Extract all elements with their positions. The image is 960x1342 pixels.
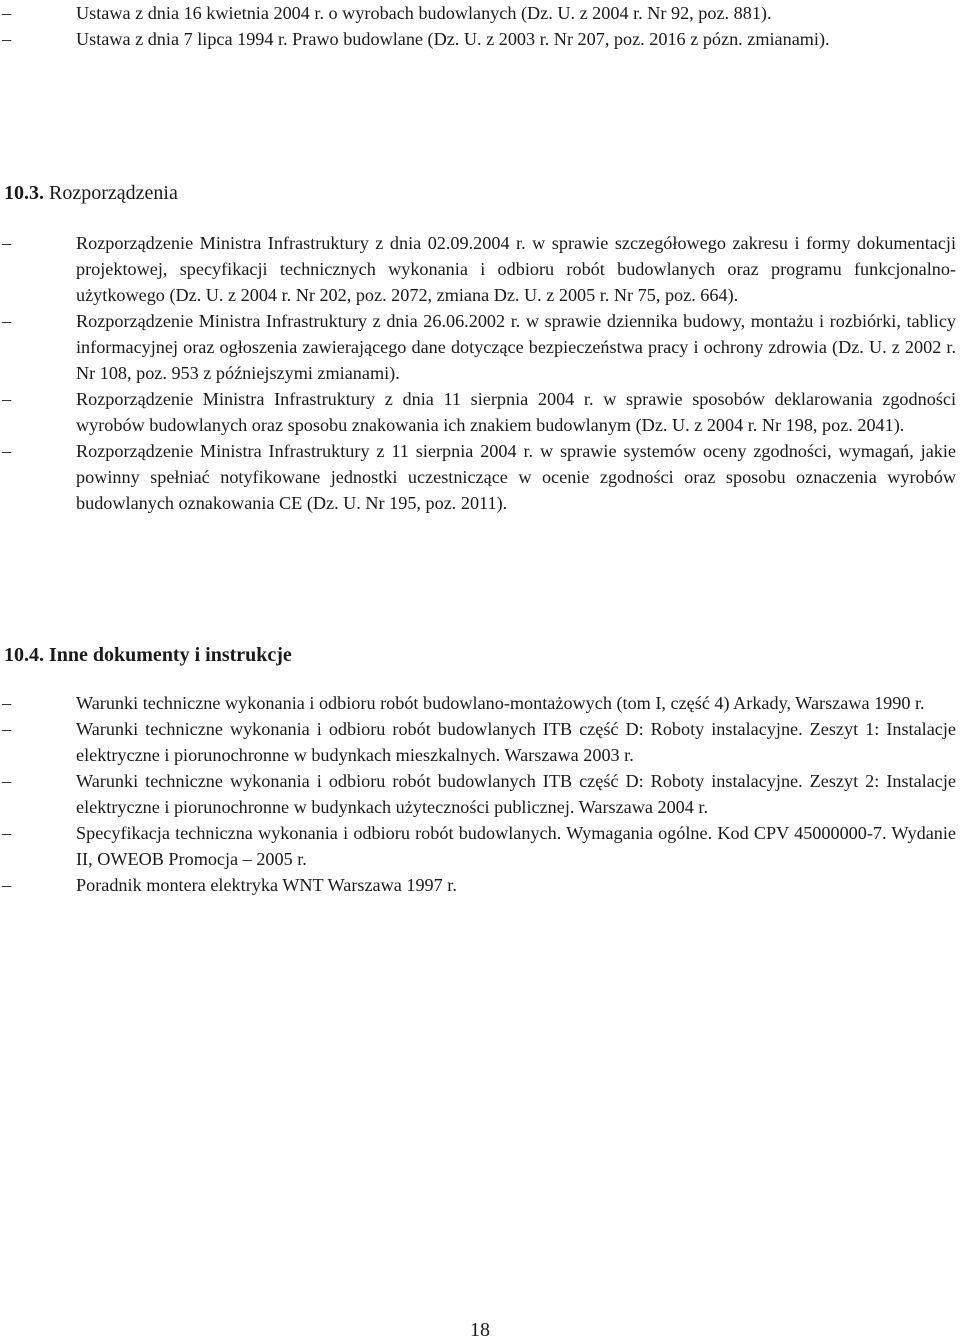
list-item (0, 0, 956, 26)
dash-bullet: – (2, 719, 12, 739)
list-item (0, 230, 956, 308)
dash-bullet: – (2, 29, 12, 49)
section-number: 10.4. (4, 644, 44, 666)
list-item-text: Warunki techniczne wykonania i odbioru robót budowlano-montażowych (tom I, część 4) Arkady, Warszawa 1990 r. (76, 693, 925, 713)
section-title: Rozporządzenia (49, 182, 178, 204)
dash-bullet: – (2, 311, 12, 331)
dash-bullet: – (2, 389, 12, 409)
dash-bullet: – (2, 3, 12, 23)
list-item-text: Rozporządzenie Ministra Infrastruktury z dnia 11 sierpnia 2004 r. w sprawie sposobów deklarowania zgodności wyrobów budowlanych oraz sposobu znakowania ich znakiem budowlanym (Dz. U. z 2004 r. Nr 198, poz. 2041). (76, 389, 956, 435)
list-item (0, 820, 956, 872)
list-item (0, 26, 956, 52)
list-item-text: Poradnik montera elektryka WNT Warszawa 1997 r. (76, 875, 457, 895)
list-item-text: Ustawa z dnia 16 kwietnia 2004 r. o wyrobach budowlanych (Dz. U. z 2004 r. Nr 92, poz. 881). (76, 3, 772, 23)
list-item (0, 768, 956, 820)
dash-bullet: – (2, 771, 12, 791)
dash-bullet: – (2, 875, 12, 895)
list-item (0, 386, 956, 438)
regulations-list (0, 230, 956, 516)
dash-bullet: – (2, 441, 12, 461)
list-item-text: Rozporządzenie Ministra Infrastruktury z dnia 26.06.2002 r. w sprawie dziennika budowy, montażu i rozbiórki, tablicy informacyjnej oraz ogłoszenia zawierającego dane dotyczące bezpieczeństwa pracy i ochrony zdrowia (Dz. U. z 2002 r. Nr 108, poz. 953 z późniejszymi zmianami). (76, 311, 956, 383)
list-item (0, 716, 956, 768)
list-item-text: Warunki techniczne wykonania i odbioru robót budowlanych ITB część D: Roboty instalacyjne. Zeszyt 1: Instalacje elektryczne i piorunochronne w budynkach mieszkalnych. Warszawa 2003 r. (76, 719, 956, 765)
list-item-text: Rozporządzenie Ministra Infrastruktury z 11 sierpnia 2004 r. w sprawie systemów oceny zgodności, wymagań, jakie powinny spełniać notyfikowane jednostki uczestniczące w ocenie zgodności oraz sposobu oznaczenia wyrobów budowlanych oznakowania CE (Dz. U. Nr 195, poz. 2011). (76, 441, 956, 513)
list-item (0, 872, 956, 898)
documents-list (0, 690, 956, 898)
section-heading-other-documents (4, 642, 292, 668)
section-number: 10.3. (4, 182, 44, 204)
list-item-text: Warunki techniczne wykonania i odbioru robót budowlanych ITB część D: Roboty instalacyjne. Zeszyt 2: Instalacje elektryczne i piorunochronne w budynkach użyteczności publicznej. Warszawa 2004 r. (76, 771, 956, 817)
list-item-text: Ustawa z dnia 7 lipca 1994 r. Prawo budowlane (Dz. U. z 2003 r. Nr 207, poz. 2016 z pózn. zmianami). (76, 29, 830, 49)
dash-bullet: – (2, 233, 12, 253)
section-title: Inne dokumenty i instrukcje (49, 644, 292, 666)
laws-list (0, 0, 956, 52)
list-item (0, 690, 956, 716)
page-number: 18 (470, 1319, 490, 1341)
dash-bullet: – (2, 693, 12, 713)
list-item (0, 438, 956, 516)
dash-bullet: – (2, 823, 12, 843)
list-item (0, 308, 956, 386)
section-heading-regulations (4, 180, 178, 206)
list-item-text: Rozporządzenie Ministra Infrastruktury z dnia 02.09.2004 r. w sprawie szczegółowego zakresu i formy dokumentacji projektowej, specyfikacji technicznych wykonania i odbioru robót budowlanych oraz programu funkcjonalno-użytkowego (Dz. U. z 2004 r. Nr 202, poz. 2072, zmiana Dz. U. z 2005 r. Nr 75, poz. 664). (76, 233, 956, 305)
list-item-text: Specyfikacja techniczna wykonania i odbioru robót budowlanych. Wymagania ogólne. Kod CPV 45000000-7. Wydanie II, OWEOB Promocja – 2005 r. (76, 823, 956, 869)
